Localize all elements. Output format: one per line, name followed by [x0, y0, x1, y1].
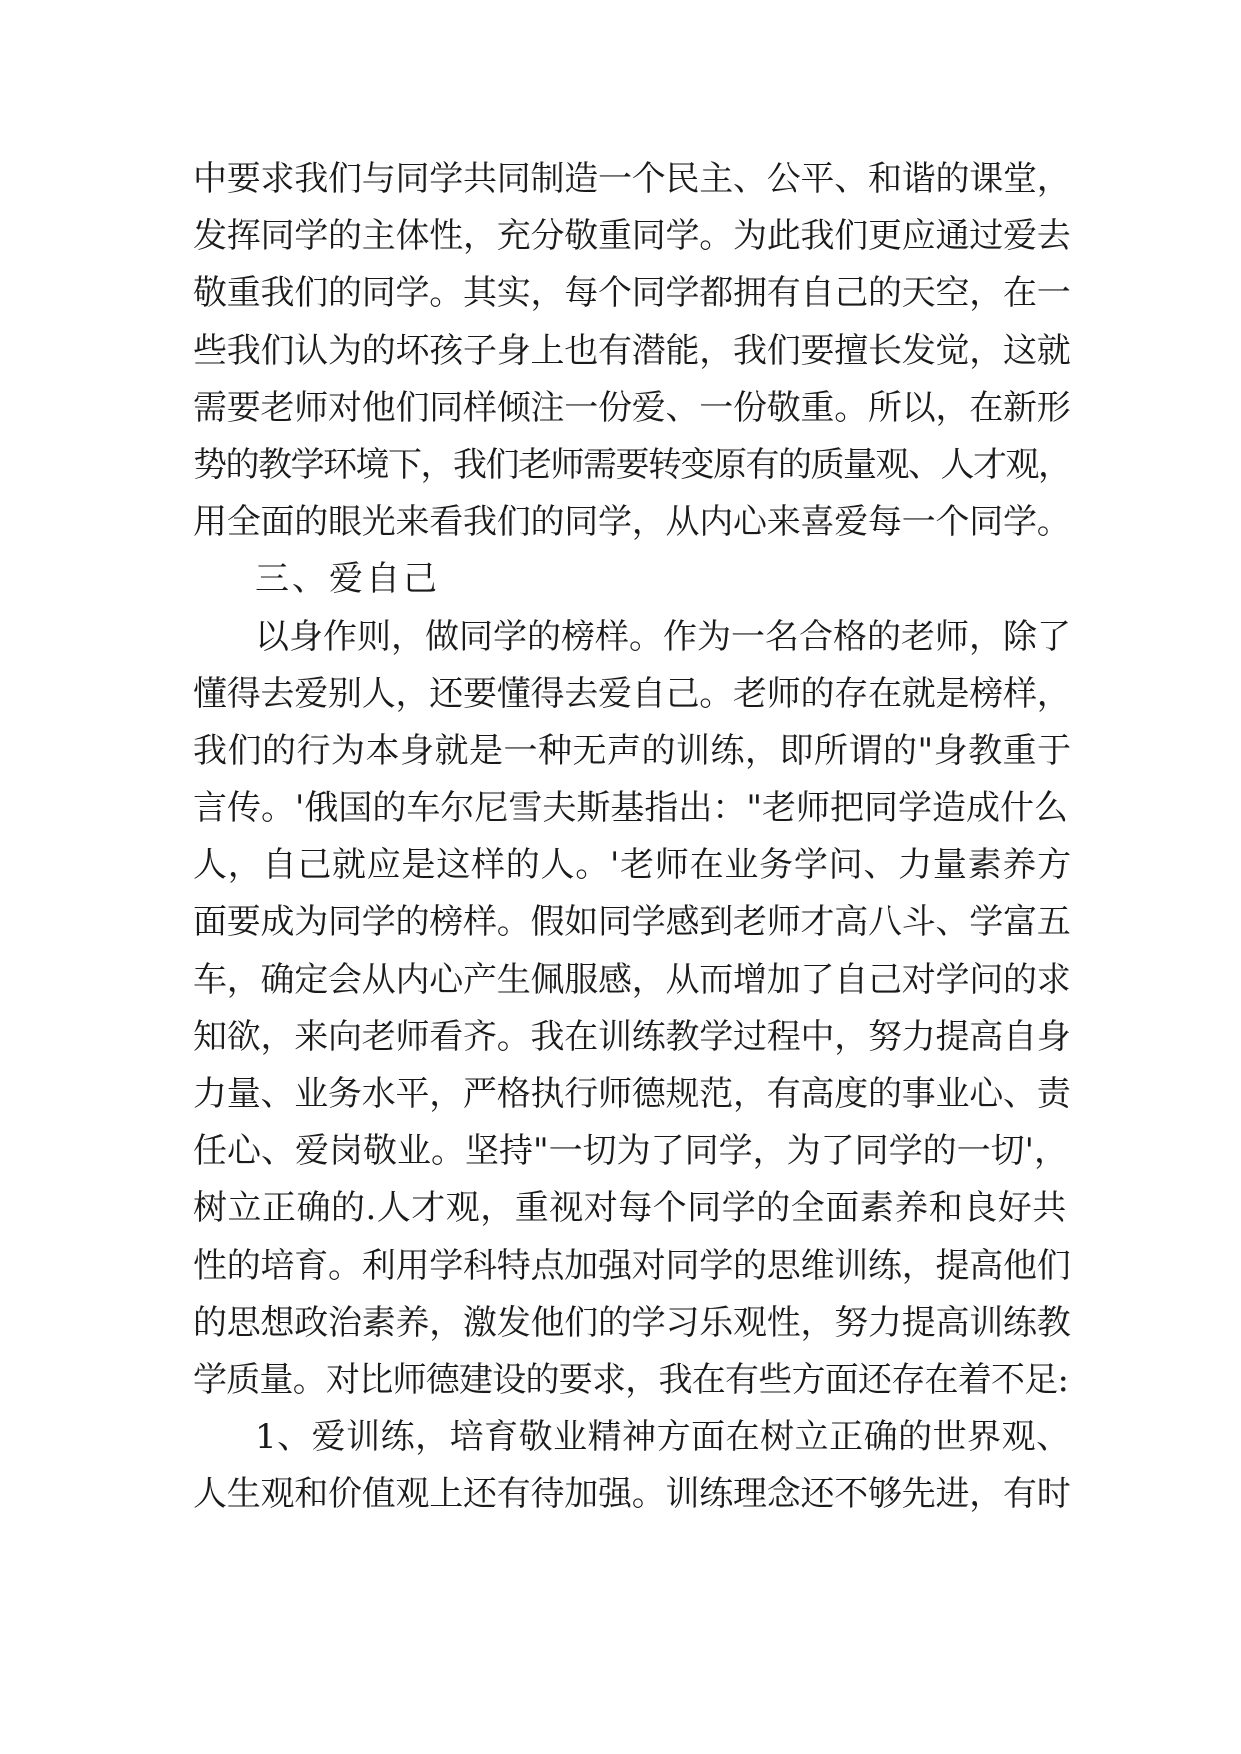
text-line: 以身作则，做同学的榜样。作为一名合格的老师，除了 — [255, 616, 1071, 657]
text-line: 任心、爱岗敬业。坚持"一切为了同学，为了同学的一切'， — [193, 1131, 1068, 1172]
text-line: 发挥同学的主体性，充分敬重同学。为此我们更应通过爱去 — [193, 216, 1071, 257]
text-line: 的思想政治素养，激发他们的学习乐观性，努力提高训练教 — [193, 1302, 1071, 1343]
text-line: 我们的行为本身就是一种无声的训练，即所谓的"身教重于 — [193, 730, 1072, 771]
body-text — [193, 151, 1073, 1524]
text-line: 面要成为同学的榜样。假如同学感到老师才高八斗、学富五 — [193, 902, 1071, 943]
text-line: 树立正确的.人才观，重视对每个同学的全面素养和良好共 — [193, 1188, 1067, 1229]
text-line: 些我们认为的坏孩子身上也有潜能，我们要擅长发觉，这就 — [193, 330, 1071, 371]
text-line: 用全面的眼光来看我们的同学，从内心来喜爱每一个同学。 — [193, 502, 1071, 543]
text-line: 车，确定会从内心产生佩服感，从而增加了自己对学问的求 — [193, 959, 1071, 1000]
text-line: 人生观和价值观上还有待加强。训练理念还不够先进，有时 — [193, 1474, 1071, 1515]
text-line: 言传。'俄国的车尔尼雪夫斯基指出："老师把同学造成什么 — [193, 788, 1068, 829]
section-heading: 三、爱自己 — [255, 559, 440, 600]
text-line: 中要求我们与同学共同制造一个民主、公平、和谐的课堂， — [193, 159, 1071, 199]
text-line: 敬重我们的同学。其实，每个同学都拥有自己的天空，在一 — [193, 273, 1071, 314]
list-item: 1、爱训练，培育敬业精神方面在树立正确的世界观、 — [255, 1417, 1071, 1458]
text-line: 势的教学环境下，我们老师需要转变原有的质量观、人才观， — [193, 444, 1071, 485]
text-line: 需要老师对他们同样倾注一份爱、一份敬重。所以，在新形 — [193, 387, 1071, 428]
text-line: 性的培育。利用学科特点加强对同学的思维训练，提高他们 — [193, 1245, 1071, 1286]
text-line: 人，自己就应是这样的人。'老师在业务学问、力量素养方 — [193, 845, 1072, 886]
text-line: 学质量。对比师德建设的要求，我在有些方面还存在着不足: — [193, 1359, 1069, 1400]
text-line: 知欲，来向老师看齐。我在训练教学过程中，努力提高自身 — [193, 1016, 1071, 1057]
text-line: 力量、业务水平，严格执行师德规范，有高度的事业心、责 — [193, 1074, 1071, 1114]
text-line: 懂得去爱别人，还要懂得去爱自己。老师的存在就是榜样， — [193, 673, 1071, 714]
